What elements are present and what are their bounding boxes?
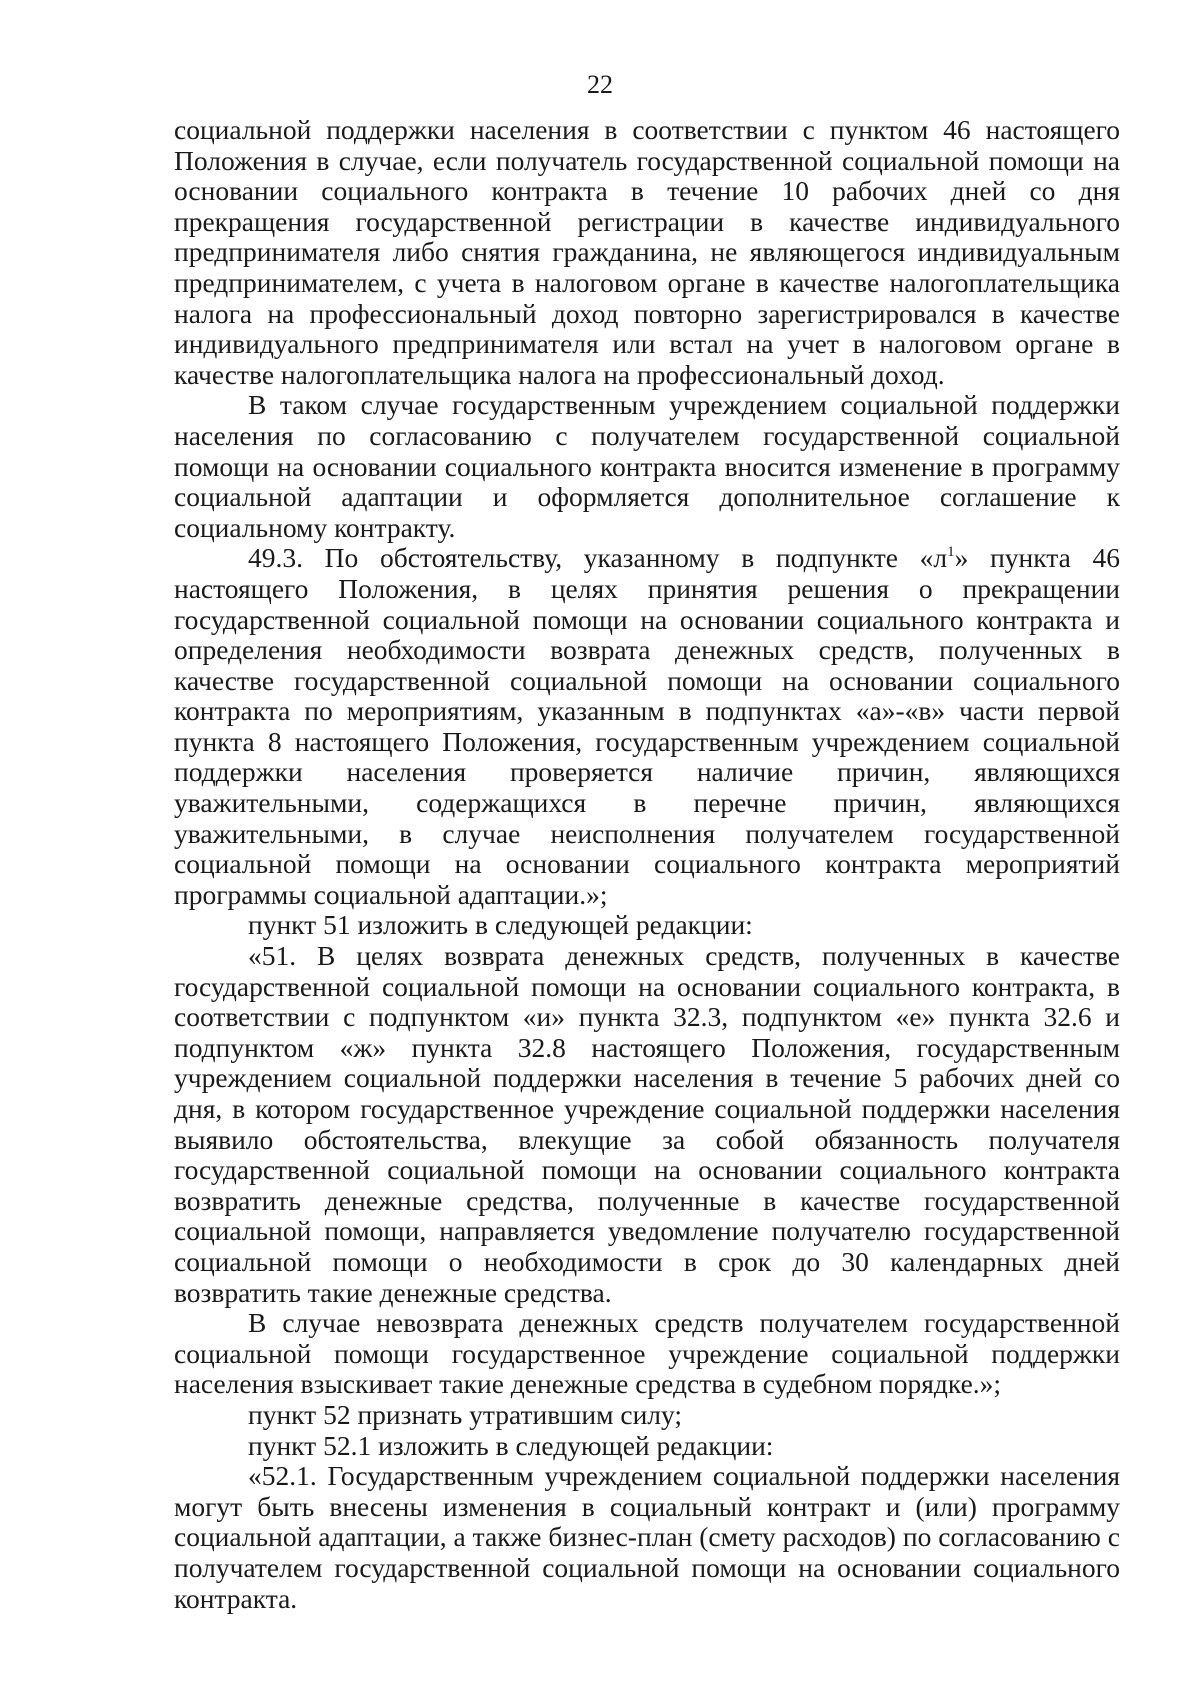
paragraph-52-1: «52.1. Государственным учреждением социальной поддержки населения могут быть внесены изменения в социальный контракт и (или) программу социальной адаптации, а также бизнес-план (смету расходов) по согласованию с получателем государственной социальной помощи на основании социального контракта.	[174, 1460, 1120, 1614]
paragraph-point-52-instruction: пункт 52 признать утратившим силу;	[248, 1398, 683, 1430]
paragraph-point-52-1-instruction: пункт 52.1 изложить в следующей редакции:	[248, 1429, 774, 1461]
paragraph-amendment-note: В таком случае государственным учреждением социальной поддержки населения по согласованию с получателем государственной социальной помощи на основании социального контракта вносится изменение в программу социальной адаптации и оформляется дополнительное соглашение к социальному контракту.	[174, 389, 1120, 543]
paragraph-51-nonreturn: В случае невозврата денежных средств получателем государственной социальной помощи государственное учреждение социальной поддержки населения взыскивает такие денежные средства в судебном порядке.»;	[174, 1307, 1120, 1400]
paragraph-point-51-instruction: пункт 51 изложить в следующей редакции:	[248, 909, 753, 941]
paragraph-49-3-rest: » пункта 46 настоящего Положения, в целях принятия решения о прекращении государственной социальной помощи на основании социального контракта и определения необходимости возврата денежных средств, полученных в качестве государственной социальной помощи на основании социального контракта по мероприятиям, указанным в подпунктах «а»-«в» части первой пункта 8 настоящего Положения, государственным учреждением социальной поддержки населения проверяется наличие причин, являющихся уважительными, содержащихся в перечне причин, являющихся уважительными, в случае неисполнения получателем государственной социальной помощи на основании социального контракта мероприятий программы социальной адаптации.»;	[174, 542, 1120, 910]
paragraph-51: «51. В целях возврата денежных средств, полученных в качестве государственной социальной помощи на основании социального контракта, в соответствии с подпунктом «и» пункта 32.3, подпунктом «е» пункта 32.6 и подпунктом «ж» пункта 32.8 настоящего Положения, государственным учреждением социальной поддержки населения в течение 5 рабочих дней со дня, в котором государственное учреждение социальной поддержки населения выявило обстоятельства, влекущие за собой обязанность получателя государственной социальной помощи на основании социального контракта возвратить денежные средства, полученные в качестве государственной социальной помощи, направляется уведомление получателю государственной социальной помощи о необходимости в срок до 30 календарных дней возвратить такие денежные средства.	[174, 940, 1120, 1308]
superscript-index: 1	[947, 544, 955, 561]
page-number: 22	[587, 70, 613, 99]
paragraph-continuation: социальной поддержки населения в соответствии с пунктом 46 настоящего Положения в случае, если получатель государственной социальной помощи на основании социального контракта в течение 10 рабочих дней со дня прекращения государственной регистрации в качестве индивидуального предпринимателя либо снятия гражданина, не являющегося индивидуальным предпринимателем, с учета в налоговом органе в качестве налогоплательщика налога на профессиональный доход повторно зарегистрировался в качестве индивидуального предпринимателя или встал на учет в налоговом органе в качестве налогоплательщика налога на профессиональный доход.	[174, 114, 1120, 390]
paragraph-49-3	[174, 543, 1120, 910]
paragraph-49-3-start: 49.3. По обстоятельству, указанному в подпункте «л	[248, 542, 948, 574]
document-body	[174, 115, 1120, 1614]
